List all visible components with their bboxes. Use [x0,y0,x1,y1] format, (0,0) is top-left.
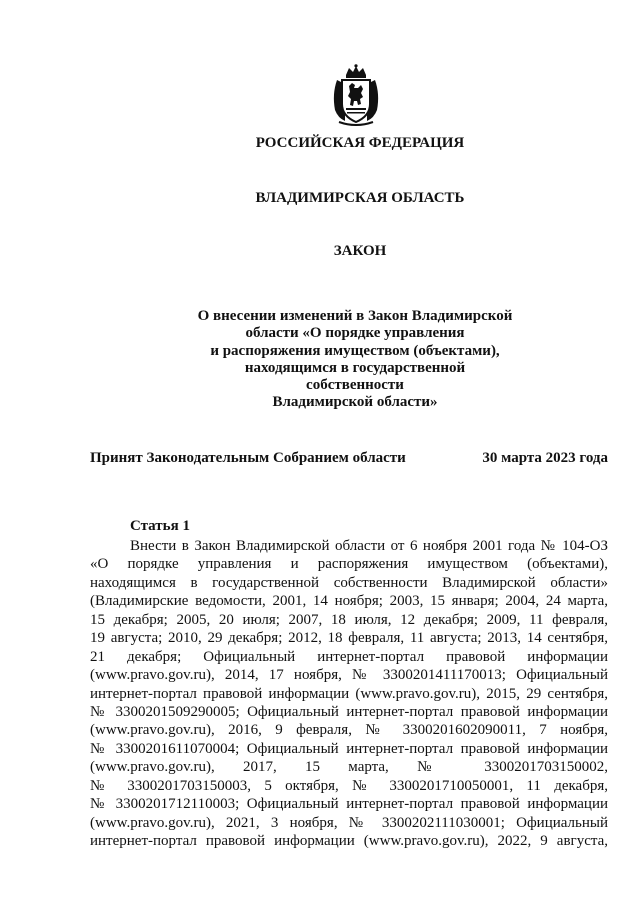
article-line: интернет-портал правовой информации (www.pravo.gov.ru), 2022, 9 августа, [90,833,608,849]
article-body [90,537,608,850]
article-line: № 3300201703150003, 5 октября, № 3300201710050001, 11 декабря, [90,777,608,794]
law-title-line: области «О порядке управления [245,325,465,342]
article-line: 21 декабря; Официальный интернет-портал правовой информации [90,648,608,665]
region-heading: ВЛАДИМИРСКАЯ ОБЛАСТЬ [255,190,465,206]
article-line: (www.pravo.gov.ru), 2014, 17 ноября, № 3300201411170013; Официальный [90,667,608,684]
law-title-line: и распоряжения имуществом (объектами), [210,342,500,359]
article-line: находящимся в государственной собственности Владимирской области» [90,574,608,591]
law-title [150,308,560,412]
article-line: (www.pravo.gov.ru), 2021, 3 ноября, № 3300202111030001; Официальный [90,814,608,831]
article-line: № 3300201712110003; Официальный интернет-портал правовой информации [90,796,608,813]
doc-type-heading: ЗАКОН [333,243,387,259]
article-heading: Статья 1 [130,518,190,534]
law-title-line: Владимирской области» [272,394,438,411]
article-line: (www.pravo.gov.ru), 2016, 9 февраля, № 3300201602090011, 7 ноября, [90,722,608,739]
article-line: 19 августа; 2010, 29 декабря; 2012, 18 февраля, 11 августа; 2013, 14 сентября, [90,630,608,647]
article-line: № 3300201509290005; Официальный интернет-портал правовой информации [90,703,608,720]
article-line: (Владимирские ведомости, 2001, 14 ноября; 2003, 15 января; 2004, 24 марта, [90,593,608,610]
article-line: 15 декабря; 2005, 20 июля; 2007, 18 июля, 12 декабря; 2009, 11 февраля, [90,611,608,628]
article-line: № 3300201611070004; Официальный интернет-портал правовой информации [90,740,608,757]
law-title-line: собственности [306,377,404,394]
country-heading: РОССИЙСКАЯ ФЕДЕРАЦИЯ [255,135,465,151]
adoption-label: Принят Законодательным Собранием области [90,450,406,466]
law-title-line: О внесении изменений в Закон Владимирской [197,308,513,324]
article-line: Внести в Закон Владимирской области от 6 ноября 2001 года № 104-ОЗ [130,538,608,554]
law-title-line: находящимся в государственной [244,359,466,376]
article-line: «О порядке управления и распоряжения имуществом (объектами), [90,556,608,573]
coat-of-arms-icon [329,64,383,126]
article-line: (www.pravo.gov.ru), 2017, 15 марта, № 3300201703150002, [90,759,608,776]
article-line: интернет-портал правовой информации (www.pravo.gov.ru), 2015, 29 сентября, [90,685,608,702]
adoption-date: 30 марта 2023 года [482,450,608,466]
